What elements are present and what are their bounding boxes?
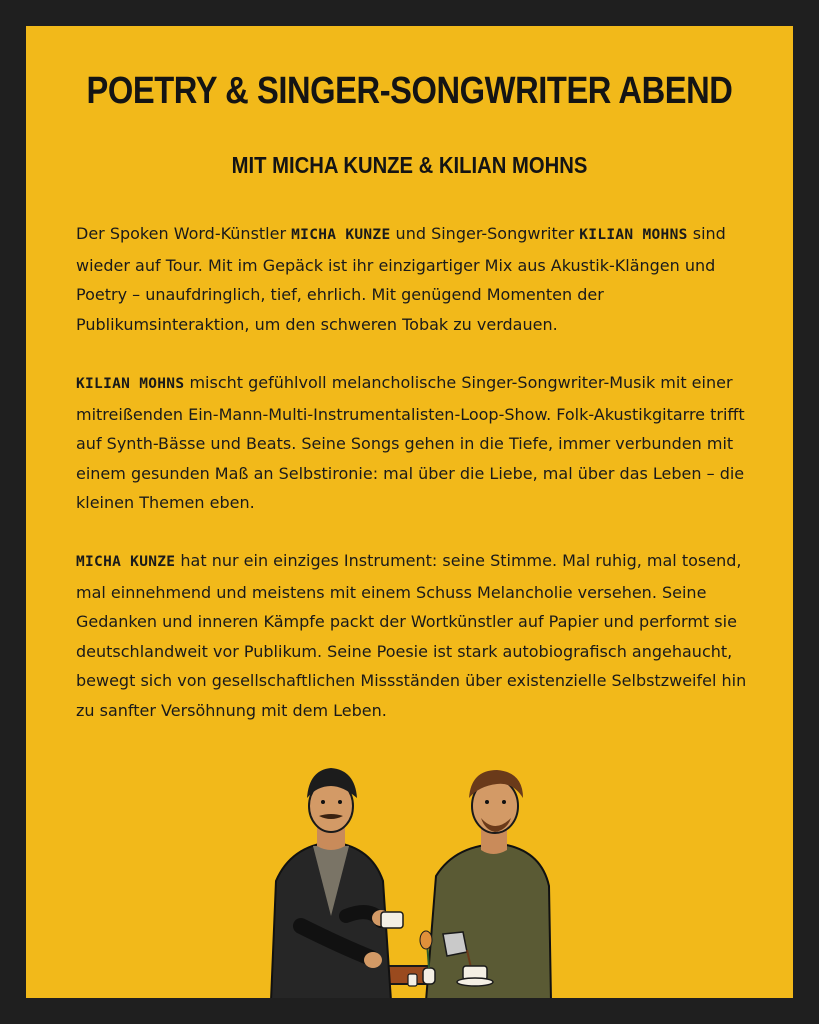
kilian-name: KILIAN MOHNS [76, 376, 185, 392]
man-left-figure [271, 768, 403, 998]
micha-paragraph [76, 546, 751, 725]
salt-shaker-icon [408, 974, 417, 986]
intro-text-1: Der Spoken Word-Künstler [76, 224, 292, 243]
artist-name-kilian: KILIAN MOHNS [579, 227, 688, 243]
man-right-figure [426, 770, 551, 998]
page-subtitle: MIT MICHA KUNZE & KILIAN MOHNS [231, 152, 588, 178]
artist-name-micha: MICHA KUNZE [291, 227, 391, 243]
intro-text-3: sind wieder auf Tour. Mit im Gepäck ist ihr einzigartiger Mix aus Akustik-Klängen und Poetry – unaufdringlich, tief, ehrlich. Mit genügend Momenten der Publikumsinteraktion, um den schweren Tobak zu verdauen. [76, 224, 726, 334]
two-men-coffee-illustration [231, 746, 571, 998]
kilian-paragraph [76, 368, 751, 518]
intro-text-2: und Singer-Songwriter [390, 224, 580, 243]
micha-name: MICHA KUNZE [76, 554, 176, 570]
micha-text: hat nur ein einziges Instrument: seine Stimme. Mal ruhig, mal tosend, mal einnehmend und meistens mit einem Schuss Melancholie versehen. Seine Gedanken und inneren Kämpfe packt der Wortkünstler auf Papier und performt sie deutschlandweit vor Publikum. Seine Poesie ist stark autobiografisch angehaucht, bewegt sich von gesellschaftlichen Missständen über existenzielle Selbstzweifel hin zu sanfter Versöhnung mit dem Leben. [76, 551, 747, 720]
page-title: POETRY & SINGER-SONGWRITER ABEND [86, 70, 733, 112]
kilian-text: mischt gefühlvoll melancholische Singer-Songwriter-Musik mit einer mitreißenden Ein-Mann-Multi-Instrumentalisten-Loop-Show. Folk-Akustikgitarre trifft auf Synth-Bässe und Beats. Seine Songs gehen in die Tiefe, immer verbunden mit einem gesunden Maß an Selbstironie: mal über die Liebe, mal über das Leben – die kleinen Themen eben. [76, 373, 745, 512]
poster [26, 26, 793, 998]
intro-paragraph [76, 219, 751, 339]
